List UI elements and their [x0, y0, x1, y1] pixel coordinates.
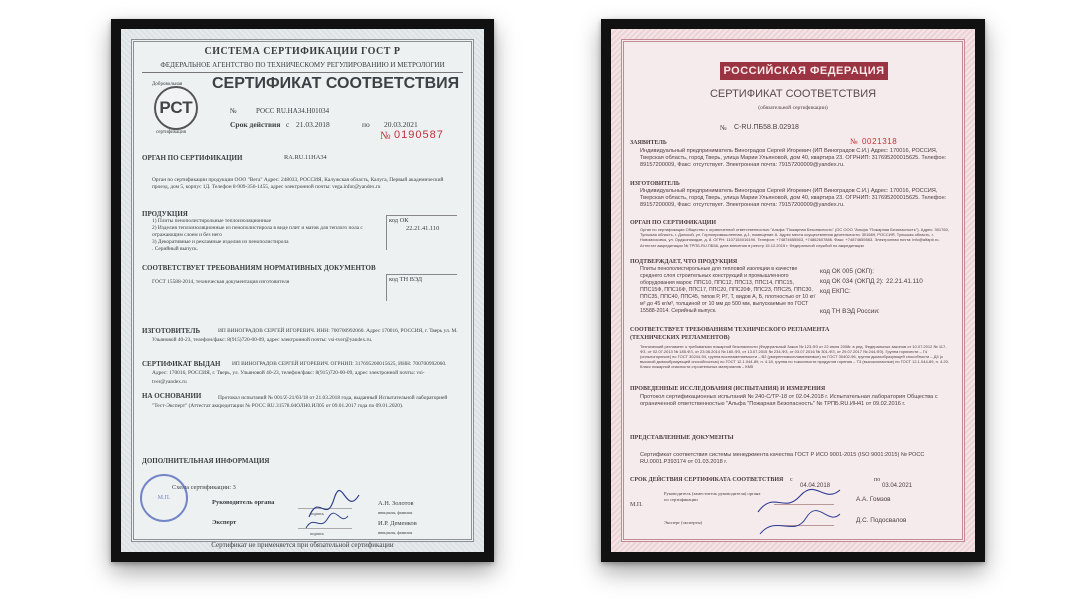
expert-name: Д.С. Подосвалов	[856, 517, 907, 524]
left-certificate-frame	[111, 19, 494, 562]
serial-prefix: №	[850, 137, 858, 146]
norm-label: СООТВЕТСТВУЕТ ТРЕБОВАНИЯМ НОРМАТИВНЫХ ДОКУМЕНТОВ	[142, 264, 376, 272]
expert-label: Эксперт (эксперты)	[664, 520, 703, 525]
product-text: Плиты пенополистирольные для тепловой изоляции в качестве среднего слоя строительных конструкций и промышленного оборудования марок: ППС10, ППС12, ППС13, ППС14, ППС15, ППС15Ф, ППС16Ф, ППС17, ППС20, ППС20Ф, ППС23, ППС25, ППС30, ППС35, ППС40, ППС45, типов Р, РГ, Т, видов А, Б, плотностью от 10 кг/м³ до 45 кг/м³, толщиной от 10 мм до 500 мм, выпускаемые по ГОСТ 15588-2014. Серийный выпуск.	[640, 266, 816, 314]
expert-name: И.Р. Деменков	[378, 520, 417, 527]
tests-label: ПРОВЕДЕННЫЕ ИССЛЕДОВАНИЯ (ИСПЫТАНИЯ) И ИЗМЕРЕНИЯ	[630, 386, 826, 392]
serial-number: 0190587	[394, 129, 444, 141]
organ-label: ОРГАН ПО СЕРТИФИКАЦИИ	[630, 220, 717, 226]
okpd-value: 22.21.41.110	[886, 278, 923, 285]
head-label: Руководитель (заместитель руководителя) органа по сертификации	[664, 491, 761, 502]
product-label: ПРОДУКЦИЯ	[142, 210, 188, 218]
head-name: А.А. Гомзов	[856, 496, 891, 503]
head-name: А.Н. Золотов	[378, 500, 414, 507]
organ-text: Орган по сертификации Общество с ограниченной ответственностью "Альфа "Пожарная Безопасность" (ОС ООО "Альфа "Пожарная Безопасность"). Адрес: 301760, Тульская область, г. Донской, ул. Горнопромышленная, д.1, помещение А. Адрес места осуществления деятельности: 301669, РОССИЯ, Тульская область, г. Новомосковск, ул. Орджоникидзе, д. 8. ОГРН: 1107154016190. Телефон: +74874655563, +74862607886. Факс: +74874655563. Электронная почта: info@alfapb.ru. Аттестат аккредитации № ТРПБ.RU.ПБ58, дата внесения в реестр 15.12.2015 г. Федеральной службой по аккредитации	[640, 227, 949, 248]
head-name-caption: инициалы, фамилия	[378, 510, 413, 515]
issued-label: СЕРТИФИКАТ ВЫДАН	[142, 360, 221, 368]
okpd-label: код ОК 034 (ОКПД 2):	[820, 278, 884, 285]
validity-label: СРОК ДЕЙСТВИЯ СЕРТИФИКАТА СООТВЕТСТВИЯ	[630, 477, 784, 483]
expert-label: Эксперт	[212, 519, 237, 526]
maker-label: ИЗГОТОВИТЕЛЬ	[630, 181, 680, 187]
ok-code-value: 22.21.41.110	[406, 225, 440, 232]
extra-label: ПРЕДСТАВЛЕННЫЕ ДОКУМЕНТЫ	[630, 435, 734, 441]
validity-label: Срок действия	[230, 120, 281, 129]
footer-note: Сертификат не применяется при обязательной сертификации	[211, 541, 394, 549]
tnved-label: код ТН ВЭД России:	[820, 308, 880, 315]
expert-name-caption: инициалы, фамилия	[378, 530, 413, 535]
tests-text: Протокол сертификационных испытаний № 240-С/ТР-18 от 02.04.2018 г. Испытательная лаборатория Общества с ограниченной ответственностью "Альфа "Пожарная Безопасность" № ТРПБ.RU.ИН41 от 09.02.2016 г.	[640, 394, 938, 407]
okp-label: код ОК 005 (ОКП):	[820, 268, 875, 275]
mp-label: М.П.	[157, 495, 171, 501]
date-to: 20.03.2021	[384, 120, 418, 129]
product-text: 1) Плиты пенополистирольные теплоизоляционные 2) Изделия теплоизоляционные из пенополистирола в виде плит и матов для теплого пола с отражающим слоем и без него 3) Декоративные и рекламные изделия из пенополистирола . Серийный выпуск.	[152, 218, 363, 252]
head-sig-caption: подпись	[310, 511, 324, 516]
right-certificate-mat	[611, 29, 975, 552]
scheme-text: Схема сертификации: 3	[172, 484, 236, 491]
date-to: 03.04.2021	[882, 483, 913, 489]
expert-sig-caption: подпись	[310, 531, 324, 536]
organ-code: RA.RU.11HA34	[284, 154, 327, 161]
reg-no-label: №	[720, 124, 727, 132]
extra-text: Сертификат соответствия системы менеджмента качества ГОСТ Р ИСО 9001-2015 (ISO 9001:2015) № РОСС RU.0001.Р393174 от 01.03.2018 г.	[640, 452, 925, 465]
basis-text: Протокол испытаний № 001/Z-21/03/18 от 21.03.2018 года, выданный Испытательной лабораторией "Тест-Эксперт" (Аттестат аккредитации № РОСС RU.31578.04ОЛН0.ИЛ05 от 09.01.2017 года по 09.01.2020).	[152, 395, 448, 409]
cert-agency: ФЕДЕРАЛЬНОЕ АГЕНТСТВО ПО ТЕХНИЧЕСКОМУ РЕГУЛИРОВАНИЮ И МЕТРОЛОГИИ	[160, 61, 445, 69]
applicant-text: Индивидуальный предприниматель Виноградов Сергей Игоревич (ИП Виноградов С.И.) Адрес: 170016, РОССИЯ, Тверская область, город Тверь, улица Марии Ульяновой, дом 40, квартира 23. ОГРНИП: 317695200015625. Телефон: 89157200009, Факс: отсутствует. Электронная почта: 79157200009@yandex.ru.	[640, 148, 947, 168]
left-certificate-mat	[121, 29, 484, 552]
cert-system: СИСТЕМА СЕРТИФИКАЦИИ ГОСТ Р	[204, 46, 401, 57]
left-certificate-page	[131, 39, 474, 549]
from-label: с	[790, 477, 793, 483]
reg-no-label: №	[230, 107, 237, 115]
maker-text: Индивидуальный предприниматель Виноградов Сергей Игоревич (ИП Виноградов С.И.) Адрес: 170016, РОССИЯ, Тверская область, город Тверь, улица Марии Ульяновой, дом 40, квартира 23. ОГРНИП: 317695200015625. Телефон: 89157200009, Факс: отсутствует. Электронная почта: 79157200009@yandex.ru.	[640, 188, 947, 208]
serial-prefix: №	[380, 130, 391, 142]
to-label: по	[874, 477, 881, 483]
cert-subtitle: (обязательной сертификации)	[758, 105, 828, 111]
reg-number: C-RU.ПБ58.В.02918	[734, 124, 799, 131]
ekps-label: код ЕКПС:	[820, 288, 851, 295]
expert-signature	[302, 510, 352, 534]
date-from: 21.03.2018	[296, 120, 330, 129]
right-certificate-page	[621, 39, 965, 542]
applicant-label: ЗАЯВИТЕЛЬ	[630, 140, 667, 146]
right-certificate-frame	[601, 19, 985, 562]
expert-signature	[754, 504, 844, 540]
round-stamp	[140, 474, 188, 522]
rosstest-logo: РСТ	[154, 86, 198, 130]
to-label: по	[362, 120, 370, 129]
maker-text: ИП ВИНОГРАДОВ СЕРГЕЙ ИГОРЕВИЧ. ИНН: 700700992060. Адрес 170016, РОССИЯ, г. Тверь ул. М. Ульяновой 40-23, телефон/факс: 8(915)720-00-09, адрес электронной почты: vsi-tver@yandex.ru.	[152, 328, 458, 343]
cert-title: СЕРТИФИКАТ СООТВЕТСТВИЯ	[212, 75, 460, 92]
mp-label: М.П.	[630, 502, 643, 508]
from-label: с	[286, 120, 290, 129]
serial-number: 0021318	[862, 137, 898, 146]
norm-text: ГОСТ 15588-2014, техническая документация изготовителя	[152, 279, 290, 285]
product-label: ПОДТВЕРЖДАЕТ, ЧТО ПРОДУКЦИЯ	[630, 259, 738, 265]
req-label: СООТВЕТСТВУЕТ ТРЕБОВАНИЯМ ТЕХНИЧЕСКОГО РЕГЛАМЕНТА (ТЕХНИЧЕСКИХ РЕГЛАМЕНТОВ)	[630, 327, 830, 341]
federation-banner: РОССИЙСКАЯ ФЕДЕРАЦИЯ	[720, 62, 888, 80]
cert-title: СЕРТИФИКАТ СООТВЕТСТВИЯ	[709, 88, 877, 100]
logo-top-text: Добровольная	[152, 82, 183, 87]
logo-bottom-text: сертификация	[156, 130, 186, 135]
date-from: 04.04.2018	[800, 483, 831, 489]
tnved-label: код ТН ВЭД	[389, 276, 423, 283]
organ-label: ОРГАН ПО СЕРТИФИКАЦИИ	[142, 154, 243, 162]
head-label: Руководитель органа	[212, 499, 275, 506]
issued-text: ИП ВИНОГРАДОВ СЕРГЕЙ ИГОРЕВИЧ. ОГРНИП: 317695200015625, ИНН: 700700992060. Адрес: 170016, РОССИЯ, г. Тверь, ул. Ульяновой 40-23, телефон/факс: 8(915)720-00-09, адрес электронной почты: vsi-tver@yandex.ru	[152, 361, 447, 385]
req-text: Технический регламент о требованиях пожарной безопасности (Федеральный Закон № 123-ФЗ от 22 июля 2008г. в ред. Федеральных законов от 10.07.2012 № 117-ФЗ, от 02.07.2013 № 185-ФЗ, от 23.06.2014 № 160-ФЗ, от 13.07.2015 № 234-ФЗ, от 03.07.2016 № 301-ФЗ, от 29.07.2017 № 244-ФЗ). Группа горючести – Г4 (сильногорючие) по ГОСТ 30244-94, группа воспламеняемости – В2 (умеренновоспламеняемые) по ГОСТ 30402-96, группа дымообразующей способности – Д3 (с высокой дымообразующей способностью) по ГОСТ 12.1.044-89, п. 4.18, группа по токсичности продуктов горения – Т3 (высокоопасные) по ГОСТ 12.1.044-89, п. 4.20. Класс пожарной опасности строительных материалов – КМ5	[640, 344, 949, 370]
extra-label: ДОПОЛНИТЕЛЬНАЯ ИНФОРМАЦИЯ	[142, 457, 270, 465]
reg-number: РОСС RU.HA34.H01034	[256, 107, 330, 115]
basis-label: НА ОСНОВАНИИ	[142, 392, 202, 400]
ok-code-label: код ОК	[389, 217, 409, 224]
organ-text: Орган по сертификации продукции ООО "Вега" Адрес: 248033, РОССИЯ, Калужская область, Калуга, Первый академический проезд, дом 5, корпус 1Д. Телефон 8-909-356-1455, адрес электронной почты: vega.infor@yandex.ru	[152, 177, 444, 190]
maker-label: ИЗГОТОВИТЕЛЬ	[142, 327, 201, 335]
